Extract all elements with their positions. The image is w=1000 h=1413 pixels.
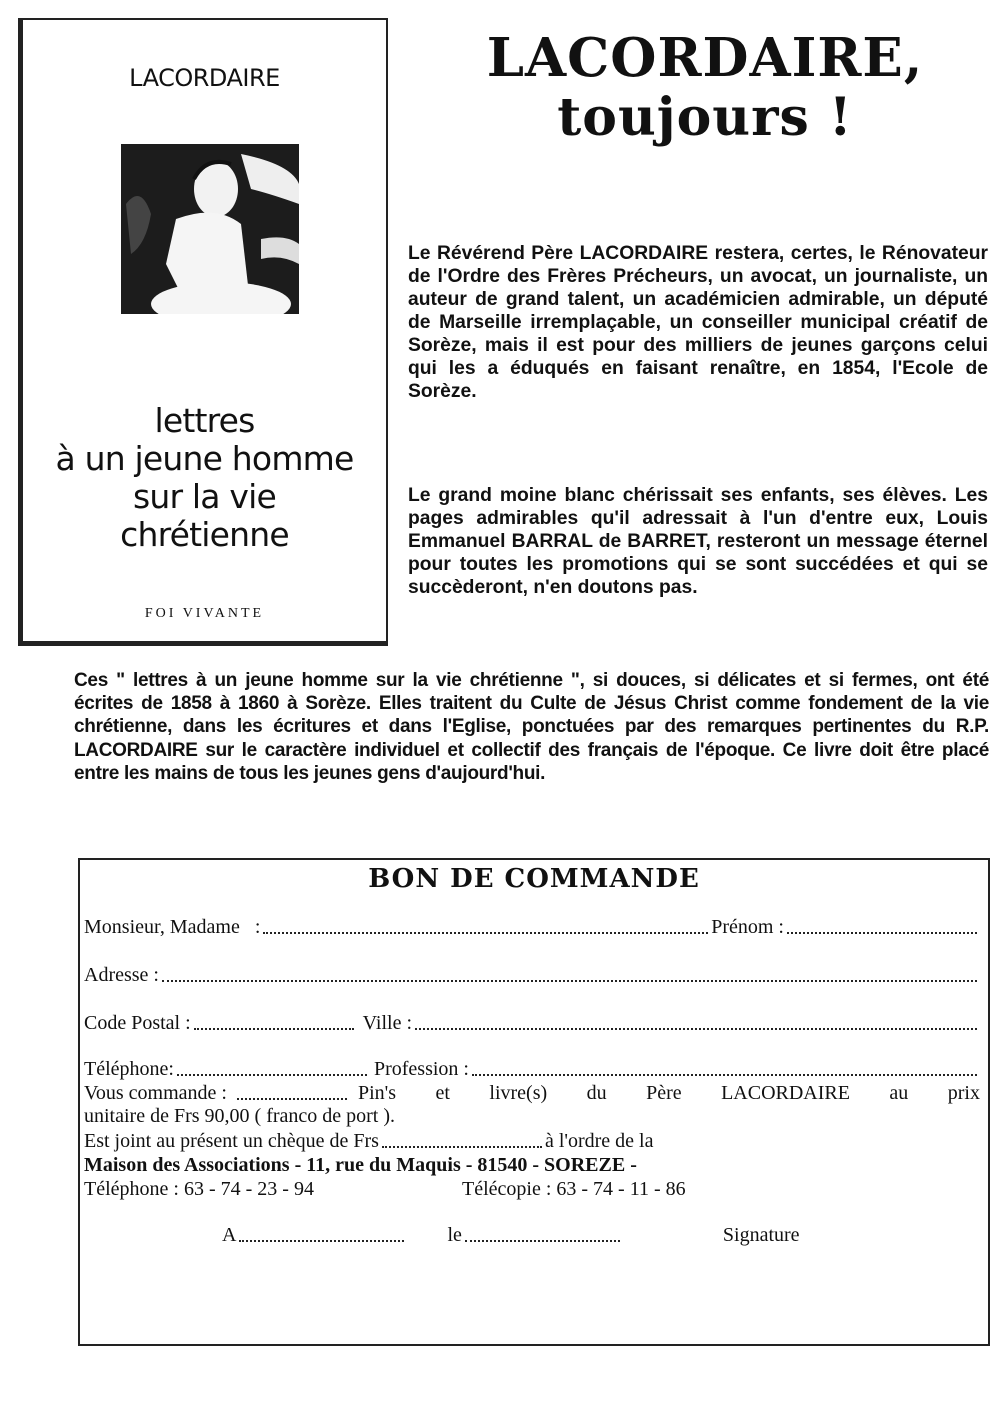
city-field[interactable]: [415, 1028, 977, 1030]
address-label: Adresse :: [84, 964, 159, 986]
name-label: Monsieur, Madame :: [84, 916, 261, 938]
headline-line-2: toujours !: [557, 87, 853, 148]
cheque-text: à l'ordre de la: [544, 1130, 654, 1152]
fax: Télécopie : 63 - 74 - 11 - 86: [462, 1178, 686, 1200]
headline: [420, 28, 990, 148]
firstname-field[interactable]: [787, 932, 977, 934]
cover-title-line: sur la vie: [132, 477, 277, 516]
cover-title-line: à un jeune homme: [55, 439, 354, 478]
address-field[interactable]: [162, 980, 977, 982]
place-label: A: [222, 1224, 237, 1246]
cheque-amount-field[interactable]: [382, 1146, 542, 1148]
order-form: [78, 858, 990, 1346]
cover-portrait-image: [121, 144, 299, 314]
city-label: Ville :: [362, 1012, 413, 1034]
order-row-2: [84, 1105, 980, 1128]
profession-field[interactable]: [472, 1074, 977, 1076]
org-address-row: [84, 1154, 980, 1177]
paragraph-lettres: Ces " lettres à un jeune homme sur la vie chrétienne ", si douces, si délicates et si fermes, ont été écrites de 1858 à 1860 à Sorèze. Elles traitent du Culte de Jésus Christ comme fondement de la vie chrétienne, dans les écritures et dans l'Eglise, ponctuées par des remarques pertinentes du R.P. LACORDAIRE sur le caractère individuel et collectif des français de l'époque. Ce livre doit être placé entre les mains de tous les jeunes gens d'aujourd'hui.: [74, 670, 989, 784]
place-field[interactable]: [239, 1240, 404, 1242]
telephone: Téléphone : 63 - 74 - 23 - 94: [84, 1178, 314, 1200]
paragraph-moine: Le grand moine blanc chérissait ses enfants, ses élèves. Les pages admirables qu'il adressait à l'un d'entre eux, Louis Emmanuel BARRAL de BARRET, resteront un message éternel pour toutes les promotions qui se sont succédées et qui se succèderont, n'en doutons pas.: [408, 485, 988, 598]
postal-label: Code Postal :: [84, 1012, 191, 1034]
phone-label: Téléphone:: [84, 1058, 174, 1080]
cheque-label: Est joint au présent un chèque de Frs: [84, 1130, 379, 1152]
postal-row: [84, 1012, 980, 1035]
cover-author: LACORDAIRE: [129, 64, 280, 92]
order-label: Vous commande :: [84, 1082, 227, 1104]
cover-series: FOI VIVANTE: [144, 606, 265, 621]
profession-label: Profession :: [373, 1058, 469, 1080]
headline-line-1: LACORDAIRE,: [486, 27, 924, 89]
order-row: [84, 1082, 980, 1105]
signature-label: Signature: [722, 1224, 800, 1246]
cheque-row: [84, 1130, 980, 1153]
postal-field[interactable]: [194, 1028, 354, 1030]
firstname-label: Prénom :: [711, 916, 784, 938]
book-cover: [18, 18, 388, 646]
date-field[interactable]: [465, 1240, 620, 1242]
name-field[interactable]: [263, 932, 708, 934]
order-text: Pin's et livre(s) du Père LACORDAIRE au prix: [357, 1082, 980, 1104]
cover-title: [23, 402, 386, 554]
cover-title-line: lettres: [154, 401, 255, 440]
signature-row: [222, 1224, 980, 1247]
quantity-field[interactable]: [237, 1098, 347, 1100]
phone-field[interactable]: [177, 1074, 367, 1076]
phone-row: [84, 1058, 980, 1081]
cover-title-line: chrétienne: [120, 515, 289, 554]
date-label: le: [447, 1224, 462, 1246]
name-row: [84, 916, 980, 939]
org-address: Maison des Associations - 11, rue du Maquis - 81540 - SOREZE -: [84, 1154, 637, 1176]
address-row: [84, 964, 980, 987]
contact-row: [84, 1178, 980, 1201]
paragraph-intro: Le Révérend Père LACORDAIRE restera, certes, le Rénovateur de l'Ordre des Frères Précheurs, un avocat, un journaliste, un auteur de grand talent, un académicien admirable, un député de Marseille irremplaçable, un conseiller municipal créatif de Sorèze, mais il est pour des milliers de jeunes garçons celui qui les a éduqués en faisant renaître, en 1854, l'Ecole de Sorèze.: [408, 243, 988, 402]
order-form-title: BON DE COMMANDE: [368, 864, 700, 894]
order-text-2: unitaire de Frs 90,00 ( franco de port ).: [84, 1105, 396, 1127]
